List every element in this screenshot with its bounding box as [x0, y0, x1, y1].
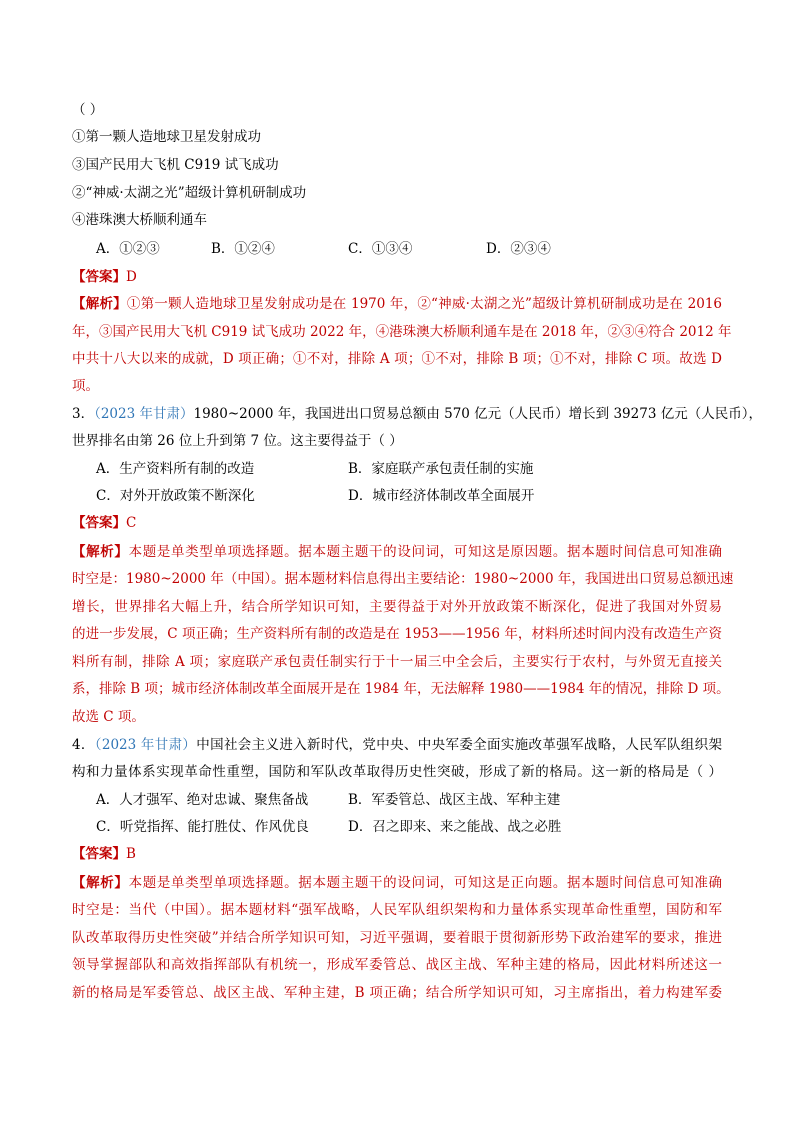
q3-analysis-line-1: 【解析】本题是单类型单项选择题。据本题主题干的设问词，可知这是原因题。据本题时间信息可知准确: [72, 544, 722, 560]
answer-value: D: [126, 269, 137, 285]
q2-option-c: C．①③④: [348, 241, 413, 257]
analysis-label: 【解析】: [72, 875, 129, 891]
q2-item-2: ②“神威·太湖之光”超级计算机研制成功: [72, 185, 307, 201]
q2-item-1: ①第一颗人造地球卫星发射成功: [72, 129, 261, 145]
q4-analysis-line-3: 队改革取得历史性突破”并结合所学知识可知，习近平强调，要着眼于贯彻新形势下政治建军的要求，推进: [72, 930, 722, 946]
answer-value: B: [126, 846, 136, 862]
q4-option-c: C．听党指挥、能打胜仗、作风优良: [96, 819, 309, 835]
analysis-label: 【解析】: [72, 544, 129, 560]
q4-analysis-line-1: 【解析】本题是单类型单项选择题。据本题主题干的设问词，可知这是正向题。据本题时间信息可知准确: [72, 875, 722, 891]
answer-label: 【答案】: [72, 269, 126, 285]
q3-option-b: B．家庭联产承包责任制的实施: [348, 461, 534, 477]
answer-label: 【答案】: [72, 515, 126, 531]
q4-option-b: B．军委管总、战区主战、军种主建: [348, 792, 561, 808]
q4-option-d: D．召之即来、来之能战、战之必胜: [348, 819, 562, 835]
q2-analysis-line-4: 项。: [72, 378, 99, 394]
q3-analysis-line-6: 系，排除 B 项；城市经济体制改革全面展开是在 1984 年，无法解释 1980——1984 年的情况，排除 D 项。: [72, 681, 730, 697]
analysis-label: 【解析】: [72, 296, 127, 312]
answer-label: 【答案】: [72, 846, 126, 862]
q3-option-c: C．对外开放政策不断深化: [96, 488, 255, 504]
q4-option-a: A．人才强军、绝对忠诚、聚焦备战: [96, 792, 309, 808]
q2-answer-bracket: （ ）: [72, 102, 104, 118]
q2-analysis-line-2: 年，③国产民用大飞机 C919 试飞成功 2022 年，④港珠澳大桥顺利通车是在 2018 年，②③④符合 2012 年: [72, 324, 732, 340]
q2-analysis-line-1: 【解析】①第一颗人造地球卫星发射成功是在 1970 年，②“神威·太湖之光”超级计算机研制成功是在 2016: [72, 296, 723, 312]
q3-analysis-line-3: 增长，世界排名大幅上升，结合所学知识可知，主要得益于对外开放政策不断深化，促进了我国对外贸易: [72, 599, 722, 615]
q2-answer: [72, 269, 137, 285]
q4-stem-line-1: 4．（2023 年甘肃）中国社会主义进入新时代，党中央、中央军委全面实施改革强军战略，人民军队组织架: [72, 737, 722, 753]
q4-answer: [72, 846, 136, 862]
q3-analysis-line-4: 的进一步发展，C 项正确；生产资料所有制的改造是在 1953——1956 年，材料所述时间内没有改造生产资: [72, 626, 722, 642]
q3-answer: [72, 515, 136, 531]
answer-value: C: [126, 515, 137, 531]
q2-option-a: A．①②③: [96, 241, 160, 257]
q3-stem-line-2: 世界排名由第 26 位上升到第 7 位。这主要得益于（ ）: [72, 433, 403, 449]
analysis-red-segment: ①不对，排除 A 项；①不对，排除 B 项；①不对，排除 C 项。: [292, 351, 680, 367]
q4-number: 4．: [72, 737, 95, 753]
q2-option-b: B．①②④: [211, 241, 275, 257]
q4-analysis-line-4: 领导掌握部队和高效指挥部队有机统一，形成军委管总、战区主战、军种主建的格局，因此材料所述这一: [72, 957, 722, 973]
q4-analysis-line-2: 时空是：当代（中国）。据本题材料“强军战略，人民军队组织架构和力量体系实现革命性重塑，国防和军: [72, 902, 722, 918]
q3-analysis-line-2: 时空是：1980~2000 年（中国）。据本题材料信息得出主要结论：1980~2000 年，我国进出口贸易总额迅速: [72, 571, 734, 587]
q3-analysis-line-5: 料所有制，排除 A 项；家庭联产承包责任制实行于十一届三中全会后，主要实行于农村，与外贸无直接关: [72, 654, 722, 670]
q2-item-3: ③国产民用大飞机 C919 试飞成功: [72, 157, 279, 173]
q2-analysis-line-3: 中共十八大以来的成就，D 项正确；①不对，排除 A 项；①不对，排除 B 项；①不对，排除 C 项。故选 D: [72, 351, 722, 367]
q2-option-d: D．②③④: [486, 241, 551, 257]
q3-analysis-line-7: 故选 C 项。: [72, 709, 145, 725]
q3-source: （2023 年甘肃）: [94, 406, 194, 422]
q3-option-d: D．城市经济体制改革全面展开: [348, 488, 535, 504]
q2-item-4: ④港珠澳大桥顺利通车: [72, 212, 207, 228]
q4-source: （2023 年甘肃）: [94, 737, 197, 753]
q3-option-a: A．生产资料所有制的改造: [96, 461, 255, 477]
q4-stem-line-2: 构和力量体系实现革命性重塑，国防和军队改革取得历史性突破，形成了新的格局。这一新的格局是（ ）: [72, 764, 722, 780]
q3-number: 3．: [72, 406, 95, 422]
q3-stem-line-1: 3．（2023 年甘肃）1980~2000 年，我国进出口贸易总额由 570 亿元（人民币）增长到 39273 亿元（人民币），: [72, 406, 762, 422]
q4-analysis-line-5: 新的格局是军委管总、战区主战、军种主建，B 项正确；结合所学知识可知，习主席指出，着力构建军委: [72, 985, 722, 1001]
